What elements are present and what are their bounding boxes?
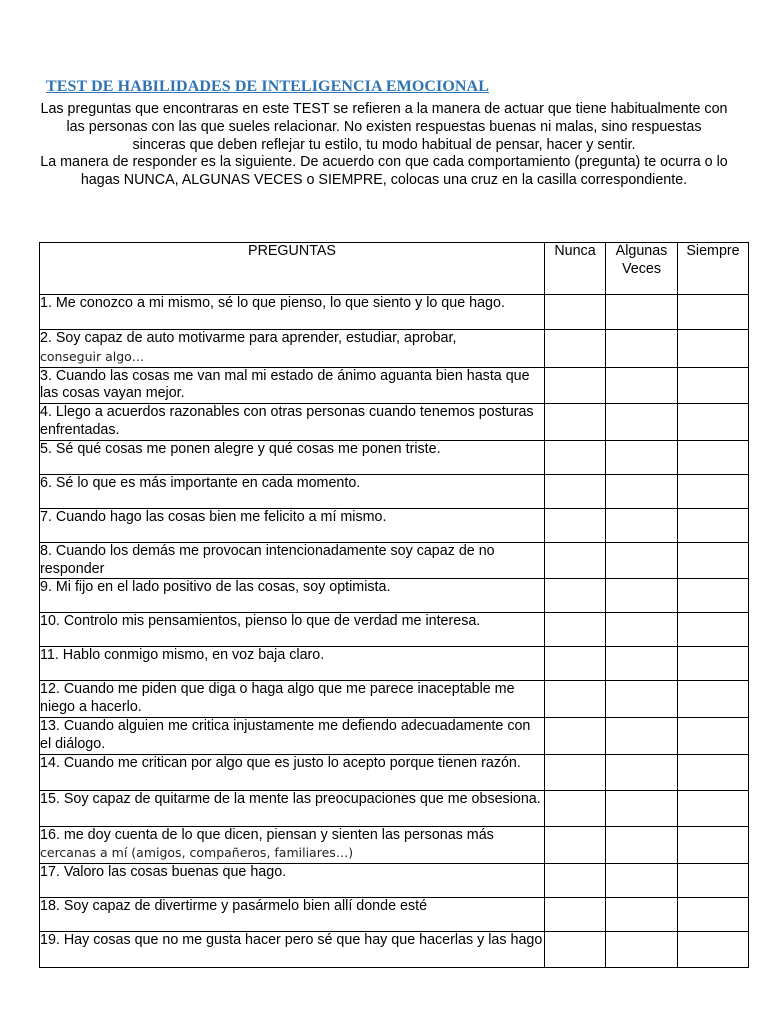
- table-row: [40, 474, 749, 508]
- answer-cell-always[interactable]: [678, 330, 749, 368]
- answer-cell-always[interactable]: [678, 295, 749, 330]
- header-questions: PREGUNTAS: [40, 243, 545, 295]
- table-row: [40, 579, 749, 613]
- answer-cell-never[interactable]: [545, 790, 606, 826]
- answer-cell-always[interactable]: [678, 508, 749, 542]
- question-text: [40, 474, 545, 508]
- question-label: 14. Cuando me critican por algo que es justo lo acepto porque tienen razón.: [40, 754, 521, 771]
- answer-cell-always[interactable]: [678, 579, 749, 613]
- question-label: 5. Sé qué cosas me ponen alegre y qué cosas me ponen triste.: [40, 440, 441, 457]
- answer-cell-sometimes[interactable]: [606, 508, 678, 542]
- question-label-continuation: cercanas a mí (amigos, compañeros, familiares…): [40, 845, 354, 861]
- question-label: 4. Llego a acuerdos razonables con otras personas cuando tenemos posturas enfrentadas.: [40, 404, 534, 438]
- question-text: [40, 367, 545, 404]
- answer-cell-never[interactable]: [545, 864, 606, 898]
- question-text: [40, 508, 545, 542]
- answer-cell-never[interactable]: [545, 367, 606, 404]
- table-header-row: [40, 243, 749, 295]
- question-text: [40, 790, 545, 826]
- answer-cell-always[interactable]: [678, 826, 749, 864]
- answer-cell-sometimes[interactable]: [606, 717, 678, 754]
- answer-cell-sometimes[interactable]: [606, 367, 678, 404]
- answer-cell-sometimes[interactable]: [606, 826, 678, 864]
- header-sometimes: [606, 243, 678, 295]
- question-label: 2. Soy capaz de auto motivarme para aprender, estudiar, aprobar,: [40, 330, 457, 346]
- answer-cell-always[interactable]: [678, 932, 749, 968]
- answer-cell-never[interactable]: [545, 647, 606, 681]
- header-sometimes-line-2: Veces: [622, 260, 661, 277]
- answer-cell-always[interactable]: [678, 681, 749, 718]
- answer-cell-never[interactable]: [545, 330, 606, 368]
- answer-cell-sometimes[interactable]: [606, 579, 678, 613]
- question-text: [40, 647, 545, 681]
- question-text: [40, 864, 545, 898]
- table-row: [40, 790, 749, 826]
- table-row: [40, 647, 749, 681]
- answer-cell-never[interactable]: [545, 717, 606, 754]
- header-always: Siempre: [678, 243, 749, 295]
- answer-cell-never[interactable]: [545, 898, 606, 932]
- answer-cell-never[interactable]: [545, 613, 606, 647]
- answer-cell-never[interactable]: [545, 681, 606, 718]
- table-row: [40, 826, 749, 864]
- table-row: [40, 404, 749, 441]
- question-label: 6. Sé lo que es más importante en cada momento.: [40, 474, 361, 491]
- answer-cell-sometimes[interactable]: [606, 898, 678, 932]
- table-row: [40, 508, 749, 542]
- table-row: [40, 367, 749, 404]
- answer-cell-never[interactable]: [545, 474, 606, 508]
- question-label: 3. Cuando las cosas me van mal mi estado de ánimo aguanta bien hasta que las cosas vayan mejor.: [40, 367, 530, 402]
- answer-cell-never[interactable]: [545, 508, 606, 542]
- answer-cell-always[interactable]: [678, 754, 749, 790]
- table-row: [40, 717, 749, 754]
- question-label: 18. Soy capaz de divertirme y pasármelo bien allí donde esté: [40, 898, 428, 915]
- document-title: TEST DE HABILIDADES DE INTELIGENCIA EMOCIONAL: [46, 78, 489, 95]
- answer-cell-always[interactable]: [678, 367, 749, 404]
- question-label: 8. Cuando los demás me provocan intencionadamente soy capaz de no responder: [40, 542, 495, 577]
- answer-cell-never[interactable]: [545, 579, 606, 613]
- table-row: [40, 864, 749, 898]
- answer-cell-never[interactable]: [545, 754, 606, 790]
- question-text: [40, 826, 545, 864]
- question-text: [40, 330, 545, 368]
- table-row: [40, 542, 749, 579]
- questions-body: [40, 295, 749, 968]
- answer-cell-sometimes[interactable]: [606, 613, 678, 647]
- question-label: 10. Controlo mis pensamientos, pienso lo que de verdad me interesa.: [40, 613, 481, 630]
- answer-cell-never[interactable]: [545, 826, 606, 864]
- question-text: [40, 579, 545, 613]
- answer-cell-always[interactable]: [678, 440, 749, 474]
- table-row: [40, 295, 749, 330]
- question-text: [40, 754, 545, 790]
- question-label: 9. Mi fijo en el lado positivo de las cosas, soy optimista.: [40, 579, 391, 596]
- answer-cell-always[interactable]: [678, 542, 749, 579]
- answer-cell-never[interactable]: [545, 542, 606, 579]
- header-sometimes-line-1: Algunas: [615, 243, 668, 259]
- question-label: 19. Hay cosas que no me gusta hacer pero sé que hay que hacerlas y las hago: [40, 932, 543, 949]
- question-label: 13. Cuando alguien me critica injustamente me defiendo adecuadamente con el diálogo.: [40, 717, 531, 752]
- table-row: [40, 932, 749, 968]
- question-label-continuation: conseguir algo…: [40, 348, 145, 364]
- question-text: [40, 404, 545, 441]
- question-text: [40, 932, 545, 968]
- table-row: [40, 898, 749, 932]
- answer-cell-always[interactable]: [678, 474, 749, 508]
- answer-cell-always[interactable]: [678, 864, 749, 898]
- instructions: [40, 101, 728, 190]
- question-label: 15. Soy capaz de quitarme de la mente las preocupaciones que me obsesiona.: [40, 790, 541, 807]
- question-label: 7. Cuando hago las cosas bien me felicito a mí mismo.: [40, 508, 387, 525]
- intro-paragraph-1: Las preguntas que encontraras en este TEST se refieren a la manera de actuar que tiene habitualmente con las personas con las que sueles relacionar. No existen respuestas buenas ni malas, sino respuestas sinceras que deben reflejar tu estilo, tu modo habitual de pensar, hacer y sentir.: [40, 101, 728, 153]
- answer-cell-sometimes[interactable]: [606, 542, 678, 579]
- table-row: [40, 330, 749, 368]
- answer-cell-never[interactable]: [545, 404, 606, 441]
- answer-cell-sometimes[interactable]: [606, 864, 678, 898]
- answer-cell-sometimes[interactable]: [606, 440, 678, 474]
- answer-cell-always[interactable]: [678, 647, 749, 681]
- answer-cell-never[interactable]: [545, 440, 606, 474]
- question-text: [40, 542, 545, 579]
- question-label: 11. Hablo conmigo mismo, en voz baja claro.: [40, 647, 325, 664]
- answer-cell-always[interactable]: [678, 404, 749, 441]
- answer-cell-always[interactable]: [678, 717, 749, 754]
- table-row: [40, 613, 749, 647]
- answer-cell-sometimes[interactable]: [606, 790, 678, 826]
- table-row: [40, 754, 749, 790]
- header-never: Nunca: [545, 243, 606, 295]
- answer-cell-sometimes[interactable]: [606, 754, 678, 790]
- question-text: [40, 613, 545, 647]
- answer-cell-sometimes[interactable]: [606, 932, 678, 968]
- question-text: [40, 717, 545, 754]
- question-label: 16. me doy cuenta de lo que dicen, piensan y sienten las personas más: [40, 826, 494, 843]
- questions-table: [39, 242, 749, 968]
- answer-cell-always[interactable]: [678, 790, 749, 826]
- question-text: [40, 898, 545, 932]
- question-label: 17. Valoro las cosas buenas que hago.: [40, 864, 287, 881]
- answer-cell-sometimes[interactable]: [606, 404, 678, 441]
- answer-cell-never[interactable]: [545, 932, 606, 968]
- answer-cell-sometimes[interactable]: [606, 330, 678, 368]
- question-label: 12. Cuando me piden que diga o haga algo que me parece inaceptable me niego a hacerlo.: [40, 681, 515, 716]
- question-text: [40, 681, 545, 718]
- table-row: [40, 440, 749, 474]
- question-text: [40, 440, 545, 474]
- table-row: [40, 681, 749, 718]
- answer-cell-always[interactable]: [678, 898, 749, 932]
- answer-cell-never[interactable]: [545, 295, 606, 330]
- answer-cell-sometimes[interactable]: [606, 681, 678, 718]
- question-text: [40, 295, 545, 330]
- answer-cell-sometimes[interactable]: [606, 474, 678, 508]
- answer-cell-sometimes[interactable]: [606, 647, 678, 681]
- question-label: 1. Me conozco a mi mismo, sé lo que pienso, lo que siento y lo que hago.: [40, 295, 505, 311]
- intro-paragraph-2: La manera de responder es la siguiente. De acuerdo con que cada comportamiento (pregunta) te ocurra o lo hagas NUNCA, ALGUNAS VECES o SIEMPRE, colocas una cruz en la casilla correspondiente.: [40, 154, 728, 189]
- answer-cell-sometimes[interactable]: [606, 295, 678, 330]
- answer-cell-always[interactable]: [678, 613, 749, 647]
